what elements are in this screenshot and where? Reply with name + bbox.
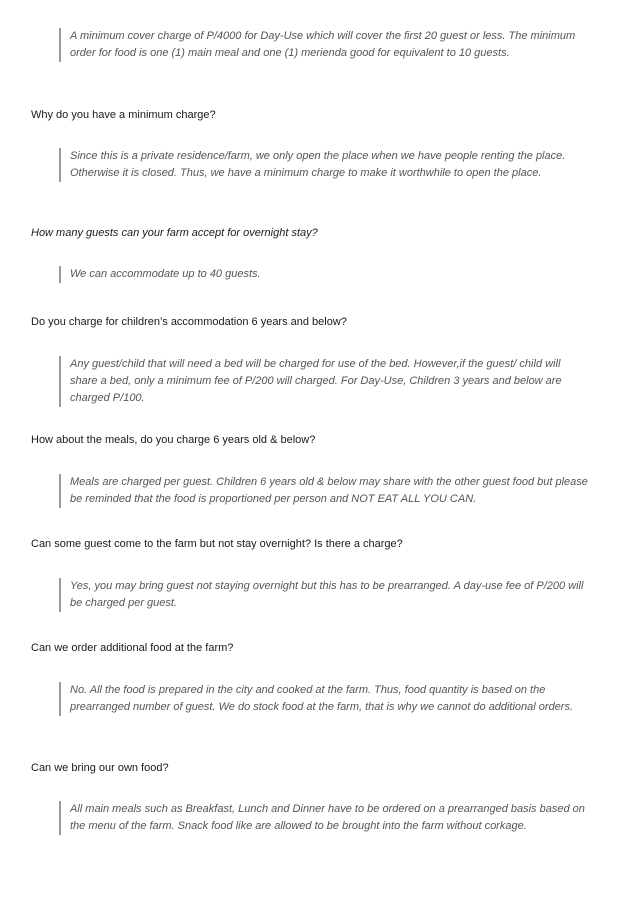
faq-question-4: Do you charge for children’s accommodation 6 years and below? bbox=[31, 316, 347, 328]
faq-answer-2: Since this is a private residence/farm, we only open the place when we have people renting the place. Otherwise it is closed. Thus, we have a minimum charge to make it worthwhile to open the place. bbox=[59, 148, 590, 182]
faq-question-2: Why do you have a minimum charge? bbox=[31, 109, 216, 121]
faq-answer-5: Meals are charged per guest. Children 6 years old & below may share with the other guest food but please be reminded that the food is proportioned per person and NOT EAT ALL YOU CAN. bbox=[59, 474, 590, 508]
faq-answer-6: Yes, you may bring guest not staying overnight but this has to be prearranged. A day-use fee of P/200 will be charged per guest. bbox=[59, 578, 590, 612]
faq-answer-4: Any guest/child that will need a bed will be charged for use of the bed. However,if the guest/ child will share a bed, only a minimum fee of P/200 will charged. For Day-Use, Children 3 years and below are charged P/100. bbox=[59, 356, 590, 407]
faq-question-3: How many guests can your farm accept for overnight stay? bbox=[31, 227, 318, 239]
faq-question-8: Can we bring our own food? bbox=[31, 762, 169, 774]
faq-answer-3: We can accommodate up to 40 guests. bbox=[59, 266, 590, 283]
faq-answer-1: A minimum cover charge of P/4000 for Day-Use which will cover the first 20 guest or less. The minimum order for food is one (1) main meal and one (1) merienda good for equivalent to 10 guests. bbox=[59, 28, 590, 62]
faq-question-6: Can some guest come to the farm but not stay overnight? Is there a charge? bbox=[31, 538, 403, 550]
faq-question-5: How about the meals, do you charge 6 years old & below? bbox=[31, 434, 316, 446]
faq-answer-7: No. All the food is prepared in the city and cooked at the farm. Thus, food quantity is based on the prearranged number of guest. We do stock food at the farm, that is why we cannot do additional orders. bbox=[59, 682, 590, 716]
faq-answer-8: All main meals such as Breakfast, Lunch and Dinner have to be ordered on a prearranged basis based on the menu of the farm. Snack food like are allowed to be brought into the farm without corkage. bbox=[59, 801, 590, 835]
faq-question-7: Can we order additional food at the farm? bbox=[31, 642, 234, 654]
